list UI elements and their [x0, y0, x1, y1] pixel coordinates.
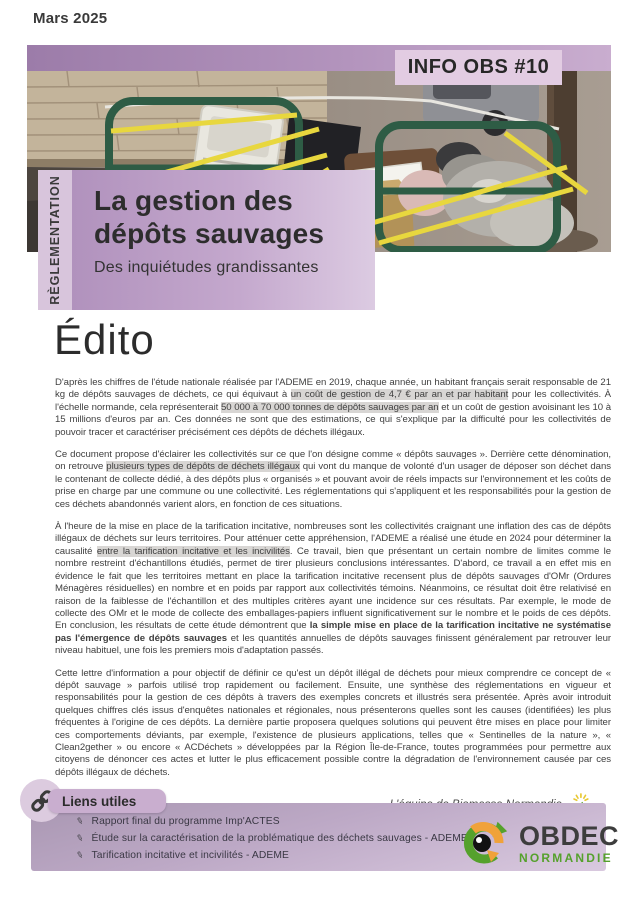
category-band — [38, 170, 72, 310]
useful-link[interactable] — [76, 816, 468, 827]
page-title-line2: dépôts sauvages — [94, 218, 325, 250]
useful-link-label: Tarification incitative et incivilités - ADEME — [91, 850, 289, 861]
eye-with-arrows-icon — [455, 820, 511, 866]
obdec-region: NORMANDIE — [519, 850, 613, 865]
title-panel — [72, 170, 375, 310]
issue-date: Mars 2025 — [33, 10, 108, 27]
useful-links-heading: Liens utiles — [48, 789, 166, 813]
issue-badge: INFO OBS #10 — [395, 50, 562, 85]
edito-paragraph: Ce document propose d'éclairer les collectivités sur ce que l'on désigne comme « dépôts sauvages ». Derrière cette dénomination, on retrouve plusieurs types de dépôts de déchets illégaux qui vont du manque de volonté d'un usager de déposer son déchet dans le contenant de collecte dédié, à des dépôts plus « organisés » et pouvant avoir de réels impacts sur l'environnement et les coûts de prise en charge par une commune ou une collectivité. Les réglementations qui s'appliquent et les responsabilités pour la gestion de ces déchets abandonnés varient alors, en fonction de ces situations. — [55, 449, 611, 510]
page-subtitle: Des inquiétudes grandissantes — [94, 259, 319, 277]
pen-icon: ✎ — [74, 815, 85, 827]
useful-link-label: Rapport final du programme Imp'ACTES — [91, 816, 280, 827]
pen-icon: ✎ — [74, 849, 85, 861]
page-title-line1: La gestion des — [94, 185, 293, 216]
obdec-logo — [455, 820, 619, 866]
page-title — [94, 184, 365, 250]
edito-paragraph: Cette lettre d'information a pour objectif de définir ce qu'est un dépôt illégal de déchets pour mieux comprendre ce concept de « dépôt sauvage » parfois utilisé trop rapidement ou facilement. Ensuite, une synthèse des réglementations en vigueur et responsabilités pour la gestion de ces dépôts à travers des exemples concrets et illustrés sera présentée. Après avoir introduit quelques chiffres clés issus d'enquêtes nationales et régionales, nous présenterons quelles sont les causes (identifiées) les plus fréquentes à l'origine de ces dépôts. La dernière partie proposera quelques solutions qui peuvent être mises en place pour limiter ces comportements déviants, par exemple, l'existence de plusieurs applications, telles que « Sentinelles de la nature », « Clean2gether » ou encore « ACDéchets » développées par la Région Île-de-France, toutes programmées pour permettre aux citoyens de dénoncer ces actes et lutter le plus efficacement possible contre la dégradation de l'environnement causée par ces dépôts illégaux de déchets. — [55, 667, 611, 778]
edito-paragraph: D'après les chiffres de l'étude nationale réalisée par l'ADEME en 2019, chaque année, un habitant français serait responsable de 21 kg de dépôts sauvages de déchets, ce qui équivaut à un coût de gestion de 4,7 € par an et par habitant pour les collectivités. À l'échelle normande, cela représenterait 50 000 à 70 000 tonnes de dépôts sauvages par an et un coût de gestion avoisinant les 10 à 15 millions d'euros par an. Ces données ne sont que des estimations, ce qui s'explique par la difficulté pour les collectivités de pouvoir tracer et caractériser précisément ces dépôts de déchets illégaux. — [55, 377, 612, 438]
useful-link-label: Étude sur la caractérisation de la problématique des déchets sauvages - ADEME — [91, 833, 468, 844]
edito-paragraphs — [55, 377, 611, 817]
pen-icon: ✎ — [74, 832, 85, 844]
useful-link[interactable] — [76, 850, 468, 861]
obdec-name: OBDEC — [519, 820, 620, 851]
useful-links-list — [76, 816, 468, 867]
edito-paragraph: À l'heure de la mise en place de la tarification incitative, nombreuses sont les collectivités craignant une inflation des cas de dépôts illégaux de déchets sur leurs territoires. Pour atténuer cette appréhension, l'ADEME a réalisé une étude en 2024 pour déterminer la causalité entre la tarification incitative et les incivilités. Ce travail, bien que présentant un certain nombre de limites comme le nombre restreint d'échantillons étudiés, permet de tirer plusieurs conclusions intéressantes. D'abord, ce travail a en effet mis en évidence le fait que les territoires mettant en place la tarification incitative recensent plus de dépôts sauvages d'OMr (Ordures Ménagères résiduelles) en nombre et en poids par rapport aux collectivités témoins. Néanmoins, ce résultat doit être relativisé en raison de la faiblesse de l'échantillon et des multiples critères ayant une incidence sur ces résultats. Par exemple, le mode de collecte des OMr et le mode de collecte des emballages-papiers influent significativement sur le nombre et le poids de ces dépôts. En conclusion, les résultats de cette étude démontrent que la simple mise en place de la tarification incitative ne systématise pas l'émergence de dépôts sauvages et les quantités annuelles de dépôts sauvages finissent généralement par retrouver leur niveau habituel, une fois les premiers mois d'adaptation passés. — [55, 521, 612, 657]
category-label: RÈGLEMENTATION — [48, 175, 63, 305]
edito-heading: Édito — [54, 316, 155, 363]
title-block — [38, 170, 375, 310]
useful-link[interactable] — [76, 833, 468, 844]
